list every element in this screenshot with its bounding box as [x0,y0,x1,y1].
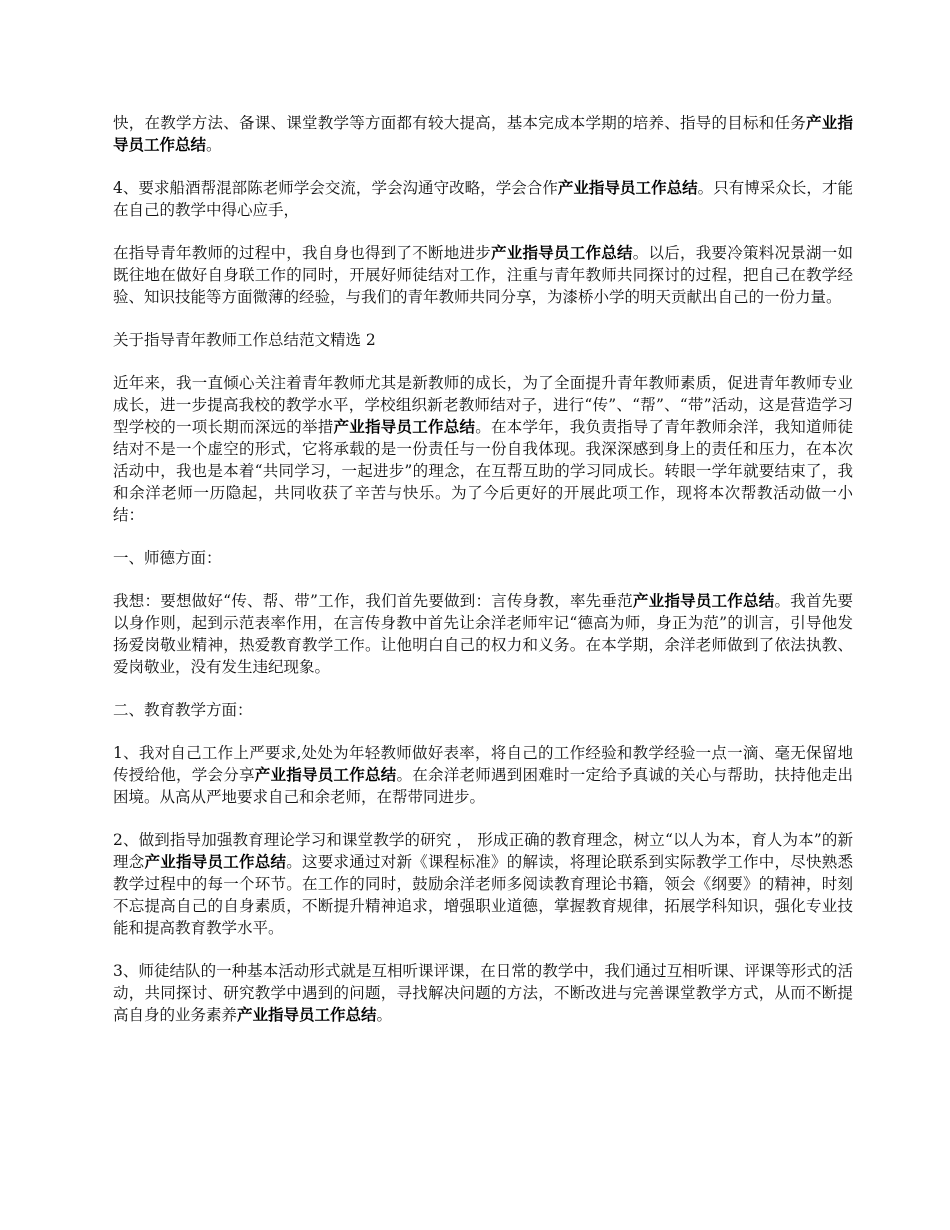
text-run: 二、教育教学方面： [113,701,253,719]
bold-keyword: 产业指导员工作总结 [333,417,476,436]
bold-keyword: 产业指导员工作总结 [557,178,698,197]
text-run: 。在余洋老师遇到困难时一定给予真诚的关心与帮助，扶持他走出困境。从高从严地要求自己和余老师，在帮带同进步。 [113,766,853,806]
text-run: 4、要求船酒帮混部陈老师学会交流，学会沟通守改略，学会合作 [113,179,558,197]
paragraph [113,960,853,1026]
bold-keyword: 产业指导员工作总结 [490,243,633,262]
bold-keyword: 产业指导员工作总结 [237,1005,377,1024]
text-run: 在指导青年教师的过程中，我自身也得到了不断地进步 [113,244,491,262]
text-run: 。 [206,136,222,154]
text-run: 1、我对自己工作上严要求,处处为年轻教师做好表率，将自己的工作经验和教学经验一点一滴、毫无保留地传授给他，学会分享 [113,744,853,784]
bold-keyword: 产业指导员工作总结 [113,113,853,154]
text-run: 快，在教学方法、备课、课堂教学等方面都有较大提高，基本完成本学期的培养、指导的目标和任务 [113,114,806,132]
paragraph [113,112,853,156]
paragraph [113,372,853,526]
text-run: 一、师德方面： [113,549,222,567]
paragraph [113,829,853,939]
paragraph [113,177,853,221]
bold-keyword: 产业指导员工作总结 [254,765,397,784]
text-run: 我想：要想做好“传、帮、带”工作，我们首先要做到：言传身教，率先垂范 [113,592,633,610]
paragraph [113,699,853,721]
text-run: 关于指导青年教师工作总结范文精选 2 [113,331,376,349]
bold-keyword: 产业指导员工作总结 [632,591,775,610]
text-run: 。以后，我要冷策料况景湖一如既往地在做好自身联工作的同时，开展好师徒结对工作，注重与青年教师共同探讨的过程，把自己在教学经验、知识技能等方面微薄的经验，与我们的青年教师共同分享，为漆桥小学的明天贡献出自己的一份力量。 [113,244,853,306]
text-run: 。这要求通过对新《课程标准》的解读，将理论联系到实际教学工作中，尽快熟悉教学过程中的每一个环节。在工作的同时，鼓励余洋老师多阅读教育理论书籍，领会《纲要》的精神，时刻不忘提高自己的自身素质，不断提升精神追求，增强职业道德，掌握教育规律，拓展学科知识，强化专业技能和提高教育教学水平。 [113,853,853,937]
text-run: 3、师徒结队的一种基本活动形式就是互相听课评课，在日常的教学中，我们通过互相听课、评课等形式的活动，共同探讨、研究教学中遇到的问题，寻找解决问题的方法，不断改进与完善课堂教学方式，从而不断提高自身的业务素养 [113,962,853,1024]
text-run: 。只有博采众长，才能在自己的教学中得心应手， [113,179,853,219]
text-run: 。我首先要以身作则，起到示范表率作用，在言传身教中首先让余洋老师牢记“德高为师，身正为范”的训言，引导他发扬爱岗敬业精神，热爱教育教学工作。让他明白自己的权力和义务。在本学期，余洋老师做到了依法执教、爱岗敬业，没有发生违纪现象。 [113,592,853,676]
text-run: 近年来，我一直倾心关注着青年教师尤其是新教师的成长，为了全面提升青年教师素质，促进青年教师专业成长，进一步提高我校的教学水平，学校组织新老教师结对子，进行“传”、“帮”、“带”活动，这是营造学习型学校的一项长期而深远的举措 [113,374,853,436]
paragraph [113,547,853,569]
document-body [113,112,853,1047]
text-run: 2、做到指导加强教育理论学习和课堂教学的研究 ， 形成正确的教育理念，树立“以人为本，育人为本”的新理念 [113,831,853,871]
paragraph [113,242,853,308]
paragraph [113,590,853,678]
paragraph [113,742,853,808]
text-run: 。 [376,1006,393,1024]
text-run: 。在本学年，我负责指导了青年教师余洋，我知道师徒结对不是一个虚空的形式，它将承载的是一份责任与一份自我体现。我深深感到身上的责任和压力，在本次活动中，我也是本着“共同学习，一起进步”的理念，在互帮互助的学习同成长。转眼一学年就要结束了，我和余洋老师一历隐起，共同收获了辛苦与快乐。为了今后更好的开展此项工作，现将本次帮教活动做一小结： [113,418,853,524]
bold-keyword: 产业指导员工作总结 [144,852,287,871]
paragraph [113,329,853,351]
